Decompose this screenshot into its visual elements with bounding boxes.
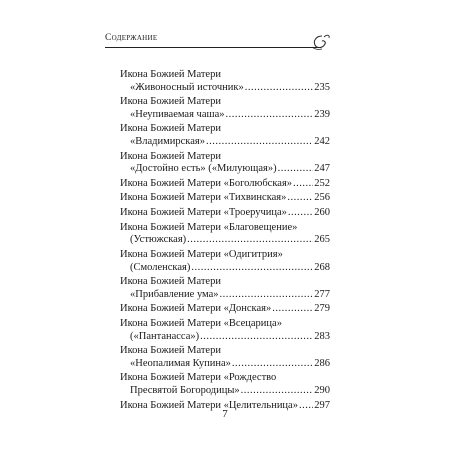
dot-leader: [272, 303, 313, 316]
toc-entry[interactable]: [120, 345, 330, 370]
header-rule: [105, 47, 321, 48]
toc-page-number: 297: [314, 399, 330, 411]
dot-leader: [278, 163, 314, 176]
dot-leader: [200, 331, 313, 344]
dot-leader: [293, 178, 313, 191]
toc-entry-title: Икона Божией Матери «Донская»: [120, 303, 272, 315]
toc-entry-title: Икона Божией Матери: [120, 150, 221, 162]
toc-entry[interactable]: [120, 222, 330, 247]
toc-page-number: 235: [314, 81, 330, 93]
toc-entry-title: Икона Божией Матери: [120, 69, 221, 80]
toc-entry-line: [120, 358, 330, 371]
table-of-contents: [120, 69, 330, 414]
dot-leader: [299, 400, 313, 413]
toc-entry-title: Икона Божией Матери: [120, 345, 221, 357]
running-header: [105, 30, 330, 52]
toc-page-number: 290: [314, 384, 330, 396]
toc-entry-line: [120, 136, 330, 149]
toc-entry-title: Икона Божией Матери «Боголюбская»: [120, 177, 293, 189]
toc-entry-line: [120, 289, 330, 302]
dot-leader: [187, 234, 313, 247]
toc-page-number: 268: [314, 261, 330, 273]
toc-entry[interactable]: [120, 123, 330, 148]
toc-entry-line: [120, 331, 330, 344]
toc-entry-line: [120, 385, 330, 398]
toc-entry-line: [120, 109, 330, 122]
toc-page-number: 247: [314, 163, 330, 175]
toc-page-number: 260: [314, 207, 330, 219]
toc-page-number: 279: [314, 303, 330, 315]
toc-entry[interactable]: [120, 303, 330, 316]
toc-entry[interactable]: [120, 96, 330, 121]
toc-entry-title: Икона Божией Матери «Одигитрия»: [120, 249, 283, 260]
toc-entry[interactable]: [120, 69, 330, 94]
toc-page-number: 239: [314, 108, 330, 120]
dot-leader: [226, 109, 314, 122]
toc-entry-title: «Неопалимая Купина»: [130, 357, 231, 369]
dot-leader: [288, 207, 313, 220]
toc-entry-title: «Достойно есть» («Милующая»): [130, 163, 277, 175]
toc-entry-title: Икона Божией Матери: [120, 96, 221, 108]
toc-page-number: 286: [314, 357, 330, 369]
dot-leader: [220, 289, 314, 302]
toc-entry-title: Икона Божией Матери «Благовещение»: [120, 221, 298, 233]
toc-page-number: 256: [314, 192, 330, 204]
toc-entry-title: Икона Божией Матери «Рождество: [120, 372, 277, 384]
dot-leader: [245, 82, 314, 95]
toc-entry[interactable]: [120, 207, 330, 220]
toc-entry-line: [120, 82, 330, 95]
toc-entry-title: «Владимирская»: [130, 135, 205, 147]
toc-entry-title: (Устюжская): [130, 234, 187, 246]
toc-entry-line: [120, 178, 330, 191]
toc-entry-title: Пресвятой Богородицы»: [130, 384, 240, 396]
toc-entry[interactable]: [120, 249, 330, 274]
toc-entry[interactable]: [120, 318, 330, 343]
toc-page-number: 283: [314, 330, 330, 342]
flourish-ornament-icon: [308, 32, 332, 52]
dot-leader: [191, 262, 313, 275]
toc-entry-title: (Смоленская): [130, 261, 191, 273]
toc-entry-title: «Живоносный источник»: [130, 81, 244, 93]
header-title: Содержание: [105, 33, 158, 43]
toc-page-number: 242: [314, 135, 330, 147]
toc-entry-title: «Прибавление ума»: [130, 288, 219, 300]
toc-entry-line: [120, 163, 330, 176]
toc-entry-line: [120, 207, 330, 220]
toc-entry[interactable]: [120, 151, 330, 176]
toc-entry-title: («Пантанасса»): [130, 330, 200, 342]
toc-entry-title: Икона Божией Матери «Целительница»: [120, 399, 298, 411]
toc-entry[interactable]: [120, 276, 330, 301]
toc-page-number: 277: [314, 288, 330, 300]
toc-entry-title: Икона Божией Матери: [120, 276, 221, 288]
toc-entry[interactable]: [120, 178, 330, 191]
dot-leader: [241, 385, 314, 398]
toc-entry-line: [120, 192, 330, 205]
toc-entry-title: Икона Божией Матери «Всецарица»: [120, 318, 282, 330]
toc-entry-title: Икона Божией Матери «Тихвинская»: [120, 192, 287, 204]
toc-entry-title: «Неупиваемая чаша»: [130, 108, 225, 120]
toc-entry-line: [120, 303, 330, 316]
page-number: 7: [222, 408, 228, 420]
dot-leader: [287, 192, 313, 205]
dot-leader: [206, 136, 313, 149]
toc-entry-title: Икона Божией Матери «Троеручица»: [120, 207, 287, 219]
dot-leader: [232, 358, 313, 371]
toc-entry-line: [120, 234, 330, 247]
toc-page-number: 252: [314, 177, 330, 189]
toc-entry[interactable]: [120, 192, 330, 205]
toc-entry-title: Икона Божией Матери: [120, 123, 221, 135]
toc-entry-line: [120, 262, 330, 275]
toc-page-number: 265: [314, 234, 330, 246]
toc-entry[interactable]: [120, 372, 330, 397]
